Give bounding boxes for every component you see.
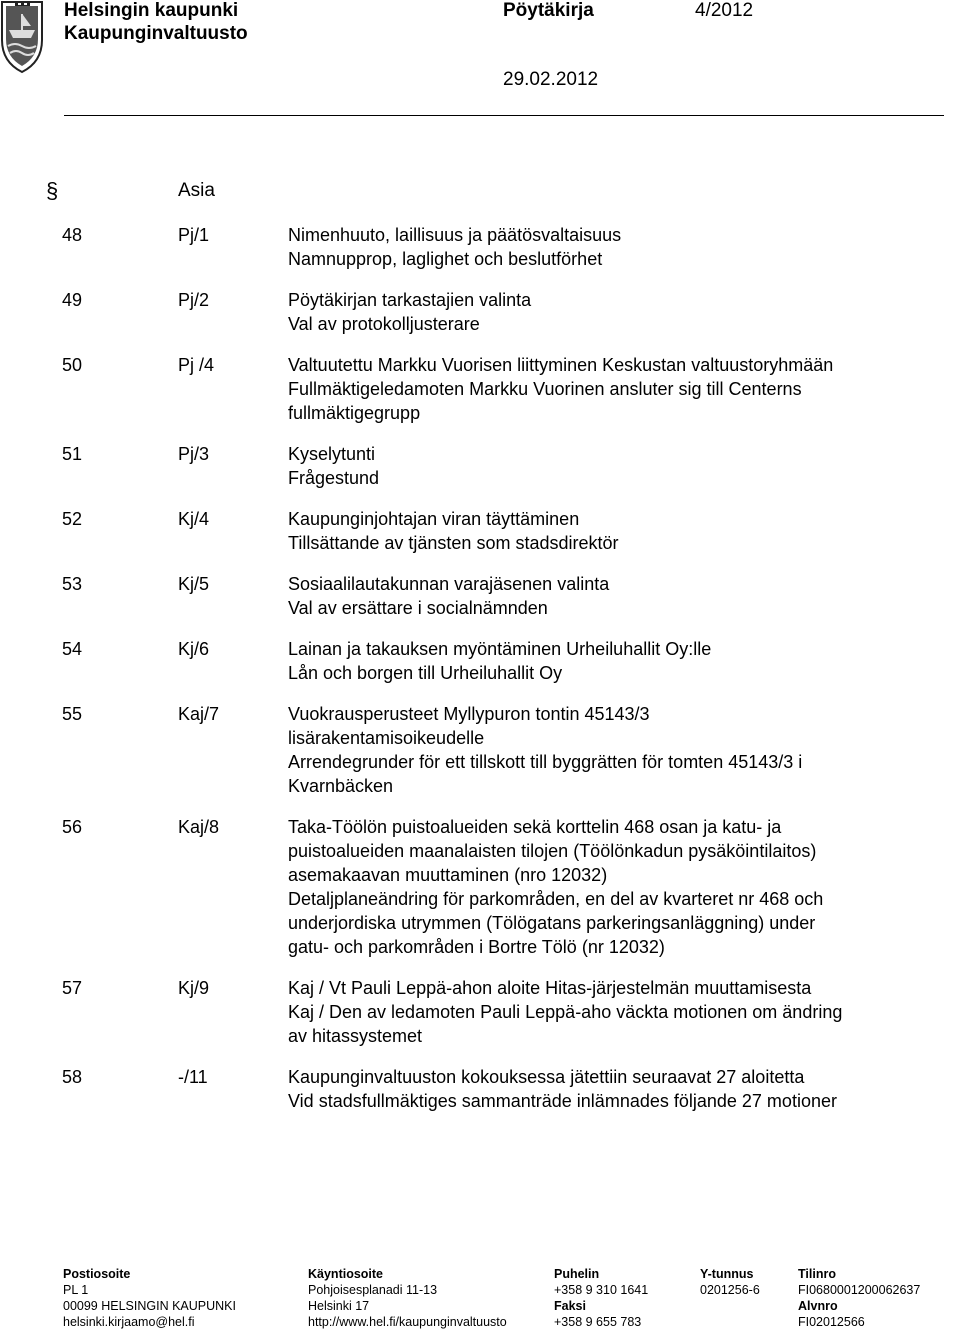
agenda-item-number: 50	[62, 355, 83, 375]
agenda-item-title	[288, 572, 938, 620]
footer-heading: Käyntiosoite	[308, 1267, 384, 1281]
agenda-item-title-line: Val av ersättare i socialnämnden	[288, 598, 548, 618]
agenda-item-title-line: Lån och borgen till Urheiluhallit Oy	[288, 663, 563, 683]
agenda-item-title-line: Valtuutettu Markku Vuorisen liittyminen Keskustan valtuustoryhmään	[288, 355, 834, 375]
agenda-item	[0, 1065, 960, 1113]
agenda-item-title-line: Kaupunginvaltuuston kokouksessa jätettiin seuraavat 27 aloitetta	[288, 1067, 805, 1087]
agenda-item-title-line: Lainan ja takauksen myöntäminen Urheiluhallit Oy:lle	[288, 639, 712, 659]
agenda-item	[0, 223, 960, 271]
agenda-item-title-line: Fullmäktigeledamoten Markku Vuorinen ansluter sig till Centerns	[288, 379, 802, 399]
agenda-item-title-line: Pöytäkirjan tarkastajien valinta	[288, 290, 532, 310]
agenda-item-title-line: Frågestund	[288, 468, 380, 488]
agenda-item-title-line: Nimenhuuto, laillisuus ja päätösvaltaisuus	[288, 225, 622, 245]
agenda-item-title-line: lisärakentamisoikeudelle	[288, 728, 485, 748]
agenda-item-number: 57	[62, 978, 83, 998]
footer-line: +358 9 310 1641	[554, 1283, 649, 1297]
footer-heading: Tilinro	[798, 1267, 836, 1281]
agenda-item	[0, 572, 960, 620]
agenda-item-code: Kj/4	[178, 509, 210, 529]
header-divider	[64, 115, 944, 116]
agenda-item-title	[288, 507, 938, 555]
agenda-heading: Asia	[178, 180, 215, 201]
agenda-item-title	[288, 1065, 938, 1113]
agenda-item-title	[288, 288, 938, 336]
agenda-item-code: Kj/9	[178, 978, 210, 998]
footer-visiting-address	[308, 1266, 507, 1330]
agenda-item-title-line: Arrendegrunder för ett tillskott till byggrätten för tomten 45143/3 i	[288, 752, 803, 772]
agenda-item	[0, 353, 960, 425]
footer-business-id	[700, 1266, 760, 1298]
agenda-item-title-line: gatu- och parkområden i Bortre Tölö (nr 12032)	[288, 937, 665, 957]
agenda-item-title-line: Vid stadsfullmäktiges sammanträde inlämnades följande 27 motioner	[288, 1091, 837, 1111]
agenda-item-title-line: Taka-Töölön puistoalueiden sekä korttelin 468 osan ja katu- ja	[288, 817, 782, 837]
agenda-item	[0, 637, 960, 685]
agenda-item-title-line: puistoalueiden maanalaisten tilojen (Töölönkadun pysäköintilaitos)	[288, 841, 817, 861]
agenda-item-code: Pj/2	[178, 290, 210, 310]
footer-line: Pohjoisesplanadi 11-13	[308, 1283, 438, 1297]
footer-subheading: Faksi	[554, 1299, 586, 1313]
agenda-item-title-line: Kyselytunti	[288, 444, 376, 464]
helsinki-crest-icon	[0, 0, 44, 74]
footer-heading: Puhelin	[554, 1267, 600, 1281]
footer-website: http://www.hel.fi/kaupunginvaltuusto	[308, 1315, 507, 1329]
agenda-item-title	[288, 353, 938, 425]
footer-line: FI02012566	[798, 1315, 865, 1329]
footer-email: helsinki.kirjaamo@hel.fi	[63, 1315, 195, 1329]
agenda-item-title	[288, 815, 938, 959]
agenda-item	[0, 442, 960, 490]
footer-heading: Y-tunnus	[700, 1267, 754, 1281]
agenda-item-title-line: Namnupprop, laglighet och beslutförhet	[288, 249, 603, 269]
agenda-item	[0, 507, 960, 555]
footer	[0, 1266, 960, 1332]
agenda-item-title-line: Tillsättande av tjänsten som stadsdirektör	[288, 533, 619, 553]
agenda-item-number: 48	[62, 225, 83, 245]
agenda-item-title	[288, 442, 938, 490]
agenda-item	[0, 815, 960, 959]
agenda-item-title-line: Val av protokolljusterare	[288, 314, 480, 334]
agenda-item-title-line: Sosiaalilautakunnan varajäsenen valinta	[288, 574, 610, 594]
footer-account	[798, 1266, 920, 1330]
agenda-item-number: 52	[62, 509, 83, 529]
footer-line: FI0680001200062637	[798, 1283, 921, 1297]
agenda-item-title-line: Kaj / Vt Pauli Leppä-ahon aloite Hitas-järjestelmän muuttamisesta	[288, 978, 812, 998]
agenda-item-title-line: av hitassystemet	[288, 1026, 423, 1046]
section-symbol: §	[46, 178, 59, 203]
agenda-item-number: 54	[62, 639, 83, 659]
governing-body-name: Kaupunginvaltuusto	[64, 23, 248, 44]
agenda-item-code: Pj/1	[178, 225, 210, 245]
agenda-item-number: 53	[62, 574, 83, 594]
footer-postal-address	[63, 1266, 236, 1330]
agenda-item-code: Pj /4	[178, 355, 215, 375]
agenda-item-title-line: underjordiska utrymmen (Tölögatans parkeringsanläggning) under	[288, 913, 816, 933]
agenda-item-title-line: Vuokrausperusteet Myllypuron tontin 45143/3	[288, 704, 650, 724]
footer-heading: Postiosoite	[63, 1267, 131, 1281]
agenda-item-number: 55	[62, 704, 83, 724]
agenda-item-code: Kj/6	[178, 639, 210, 659]
document-type: Pöytäkirja	[503, 0, 594, 21]
meeting-date: 29.02.2012	[503, 69, 599, 90]
agenda-item-number: 56	[62, 817, 83, 837]
footer-line: 0201256-6	[700, 1283, 760, 1297]
agenda-item-title	[288, 637, 938, 685]
footer-phone	[554, 1266, 648, 1330]
agenda-item-title	[288, 702, 938, 798]
agenda-item-title-line: Kaj / Den av ledamoten Pauli Leppä-aho väckta motionen om ändring	[288, 1002, 843, 1022]
footer-line: 00099 HELSINGIN KAUPUNKI	[63, 1299, 236, 1313]
agenda-item-title	[288, 223, 938, 271]
agenda-item-code: -/11	[178, 1067, 208, 1087]
footer-subheading: Alvnro	[798, 1299, 838, 1313]
organization-name: Helsingin kaupunki	[64, 0, 239, 21]
agenda-item-code: Kaj/8	[178, 817, 220, 837]
agenda-item-title-line: asemakaavan muuttaminen (nro 12032)	[288, 865, 608, 885]
footer-line: PL 1	[63, 1283, 89, 1297]
agenda-list	[0, 223, 960, 1130]
document-number: 4/2012	[695, 0, 754, 21]
agenda-item-title-line: Kaupunginjohtajan viran täyttäminen	[288, 509, 580, 529]
agenda-item-title-line: fullmäktigegrupp	[288, 403, 421, 423]
agenda-item	[0, 702, 960, 798]
agenda-item-number: 51	[62, 444, 83, 464]
footer-line: Helsinki 17	[308, 1299, 370, 1313]
agenda-item-number: 49	[62, 290, 83, 310]
agenda-item-title-line: Kvarnbäcken	[288, 776, 394, 796]
agenda-item-number: 58	[62, 1067, 83, 1087]
agenda-item	[0, 976, 960, 1048]
agenda-item-code: Kj/5	[178, 574, 210, 594]
agenda-item-title	[288, 976, 938, 1048]
agenda-item-code: Kaj/7	[178, 704, 220, 724]
agenda-item	[0, 288, 960, 336]
agenda-item-code: Pj/3	[178, 444, 210, 464]
footer-line: +358 9 655 783	[554, 1315, 642, 1329]
agenda-item-title-line: Detaljplaneändring för parkområden, en del av kvarteret nr 468 och	[288, 889, 824, 909]
